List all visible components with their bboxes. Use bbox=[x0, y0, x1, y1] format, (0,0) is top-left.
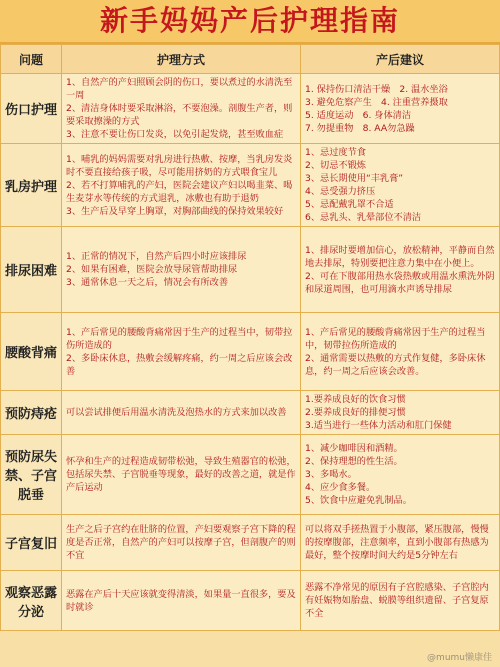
advice-line: 1、忌过度节食 bbox=[305, 147, 366, 158]
page-title: 新手妈妈产后护理指南 bbox=[0, 0, 500, 44]
method-line: 1、正常的情况下，自然产后四小时应该排尿 bbox=[66, 251, 247, 262]
header-advice: 产后建议 bbox=[301, 45, 500, 74]
table-row bbox=[1, 227, 500, 313]
advice-line: 3. 避免危察产生 4. 注重营养摄取 bbox=[305, 96, 448, 108]
method-line: 2、多卧床休息，热敷会缓解疼痛，约一周之后应该会改善 bbox=[66, 352, 293, 377]
row-method bbox=[62, 74, 301, 144]
advice-line: 3、多喝水。 bbox=[305, 469, 357, 480]
advice-line: 2.要养成良好的排便习惯 bbox=[305, 407, 406, 418]
row-advice bbox=[301, 391, 500, 435]
method-line: 1、自然产的产妇照顾会阴的伤口，要以煮过的水清洗至一周 bbox=[66, 77, 293, 101]
advice-line: 1、排尿时要增加信心，放松精神，平静而自然地去排尿，特别要把注意力集中在小便上。 bbox=[305, 244, 495, 269]
header-method: 护理方式 bbox=[62, 45, 301, 74]
method-line: 3、生产后及早穿上胸罩，对胸部曲线的保持效果较好 bbox=[66, 205, 284, 217]
row-method bbox=[62, 227, 301, 313]
advice-line: 3.适当进行一些体力活动和肛门保健 bbox=[305, 420, 452, 431]
method-line: 怀孕和生产的过程造成韧带松弛，导致生殖器官的松弛，包括尿失禁、子宫脱垂等现象，最好的改善之道，就是作产后运动 bbox=[66, 456, 296, 493]
advice-line: 5、忌配戴乳罩不合适 bbox=[305, 199, 394, 210]
advice-line: 5、饮食中应避免乳制品。 bbox=[305, 495, 412, 506]
advice-line: 7. 勿提重物 8. AA勿急躁 bbox=[305, 122, 415, 134]
table-row bbox=[1, 435, 500, 515]
method-line: 3、通常休息一天之后，情况会有所改善 bbox=[66, 277, 229, 288]
advice-line: 2、保持理想的性生活。 bbox=[305, 456, 403, 467]
table-row bbox=[1, 313, 500, 391]
row-advice bbox=[301, 144, 500, 227]
row-question: 排尿困难 bbox=[1, 227, 62, 313]
watermark: @mumu懒康佳 bbox=[427, 653, 492, 663]
advice-line: 1、减少咖啡因和酒精。 bbox=[305, 443, 403, 454]
advice-line: 2、可在下腹部用热水袋热敷或用温水熏洗外阴和尿道周围，也可用滴水声诱导排尿 bbox=[305, 270, 495, 295]
care-table bbox=[0, 44, 500, 631]
row-question: 观察恶露分泌 bbox=[1, 571, 62, 631]
row-question: 乳房护理 bbox=[1, 144, 62, 227]
table-row bbox=[1, 391, 500, 435]
method-line: 2、清洁身体时要采取淋浴，不要泡澡。剖腹生产者，则要采取擦澡的方式 bbox=[66, 103, 293, 127]
row-advice bbox=[301, 435, 500, 515]
advice-line: 1.要养成良好的饮食习惯 bbox=[305, 394, 406, 405]
row-method bbox=[62, 391, 301, 435]
row-method bbox=[62, 571, 301, 631]
method-line: 可以尝试排便后用温水清洗及泡热水的方式来加以改善 bbox=[66, 407, 287, 418]
advice-line: 1、产后常见的腰酸背痛常因于生产的过程当中，韧带拉伤所造成的 bbox=[305, 326, 486, 351]
advice-line: 2、通常需要以热敷的方式作复健，多卧床休息，约一周之后应该会改善。 bbox=[305, 352, 486, 377]
row-advice bbox=[301, 313, 500, 391]
row-method bbox=[62, 435, 301, 515]
advice-line: 1. 保持伤口清洁干燥 2. 温水坐浴 bbox=[305, 83, 448, 95]
advice-line: 4、应少食多餐。 bbox=[305, 482, 376, 493]
row-method bbox=[62, 313, 301, 391]
row-method bbox=[62, 515, 301, 571]
method-line: 1、产后常见的腰酸背痛常因于生产的过程当中，韧带拉伤所造成的 bbox=[66, 326, 293, 351]
method-line: 生产之后子宫约在肚脐的位置，产妇要观察子宫下降的程度是否正常，自然产的产妇可以按摩子宫，但剖腹产的则不宜 bbox=[66, 524, 296, 561]
row-advice bbox=[301, 571, 500, 631]
table-header-row bbox=[1, 45, 500, 74]
advice-line: 可以将双手搓热置于小腹部，紧压腹部，慢慢的按摩腹部，注意频率，直到小腹部有热感为最好，整个按摩时间大约是5分钟左右 bbox=[305, 524, 489, 561]
table-body bbox=[1, 74, 500, 631]
row-advice bbox=[301, 515, 500, 571]
row-question: 伤口护理 bbox=[1, 74, 62, 144]
table-row bbox=[1, 571, 500, 631]
advice-line: 3、忌长期使用“丰乳膏” bbox=[305, 173, 404, 184]
method-line: 2、若不打算哺乳的产妇，医院会建议产妇以喝韭菜、喝生麦芽水等传统的方式退乳，冰敷也有助于退奶 bbox=[66, 179, 293, 204]
advice-line: 5. 适度运动 6. 身体清洁 bbox=[305, 109, 412, 121]
advice-line: 恶露不净常见的原因有子宫腔感染、子宫腔内有妊娠物如胎盘、蜕膜等组织遗留、子宫复原不全 bbox=[305, 582, 489, 619]
method-line: 恶露在产后十天应该就变得清淡，如果量一直很多，要及时就诊 bbox=[66, 588, 296, 613]
table-row bbox=[1, 144, 500, 227]
advice-line: 2、切忌不锻炼 bbox=[305, 160, 366, 171]
table-row bbox=[1, 515, 500, 571]
header-question: 问题 bbox=[1, 45, 62, 74]
row-advice bbox=[301, 74, 500, 144]
row-advice bbox=[301, 227, 500, 313]
method-line: 2、如果有困难，医院会放导尿管帮助排尿 bbox=[66, 264, 238, 275]
row-question: 腰酸背痛 bbox=[1, 313, 62, 391]
row-question: 子宫复旧 bbox=[1, 515, 62, 571]
method-line: 3、注意不要让伤口发炎，以免引起发烧，甚至败血症 bbox=[66, 129, 284, 140]
row-method bbox=[62, 144, 301, 227]
row-question: 预防尿失禁、子宫脱垂 bbox=[1, 435, 62, 515]
row-question: 预防痔疮 bbox=[1, 391, 62, 435]
method-line: 1、哺乳的妈妈需要对乳房进行热敷、按摩，当乳房发炎时不要直接给孩子吸，尽可能用挤奶的方式喂食宝儿 bbox=[66, 153, 293, 178]
advice-line: 6、忌乳头、乳晕部位不清洁 bbox=[305, 212, 422, 223]
table-row bbox=[1, 74, 500, 144]
advice-line: 4、忌受强力挤压 bbox=[305, 186, 376, 197]
